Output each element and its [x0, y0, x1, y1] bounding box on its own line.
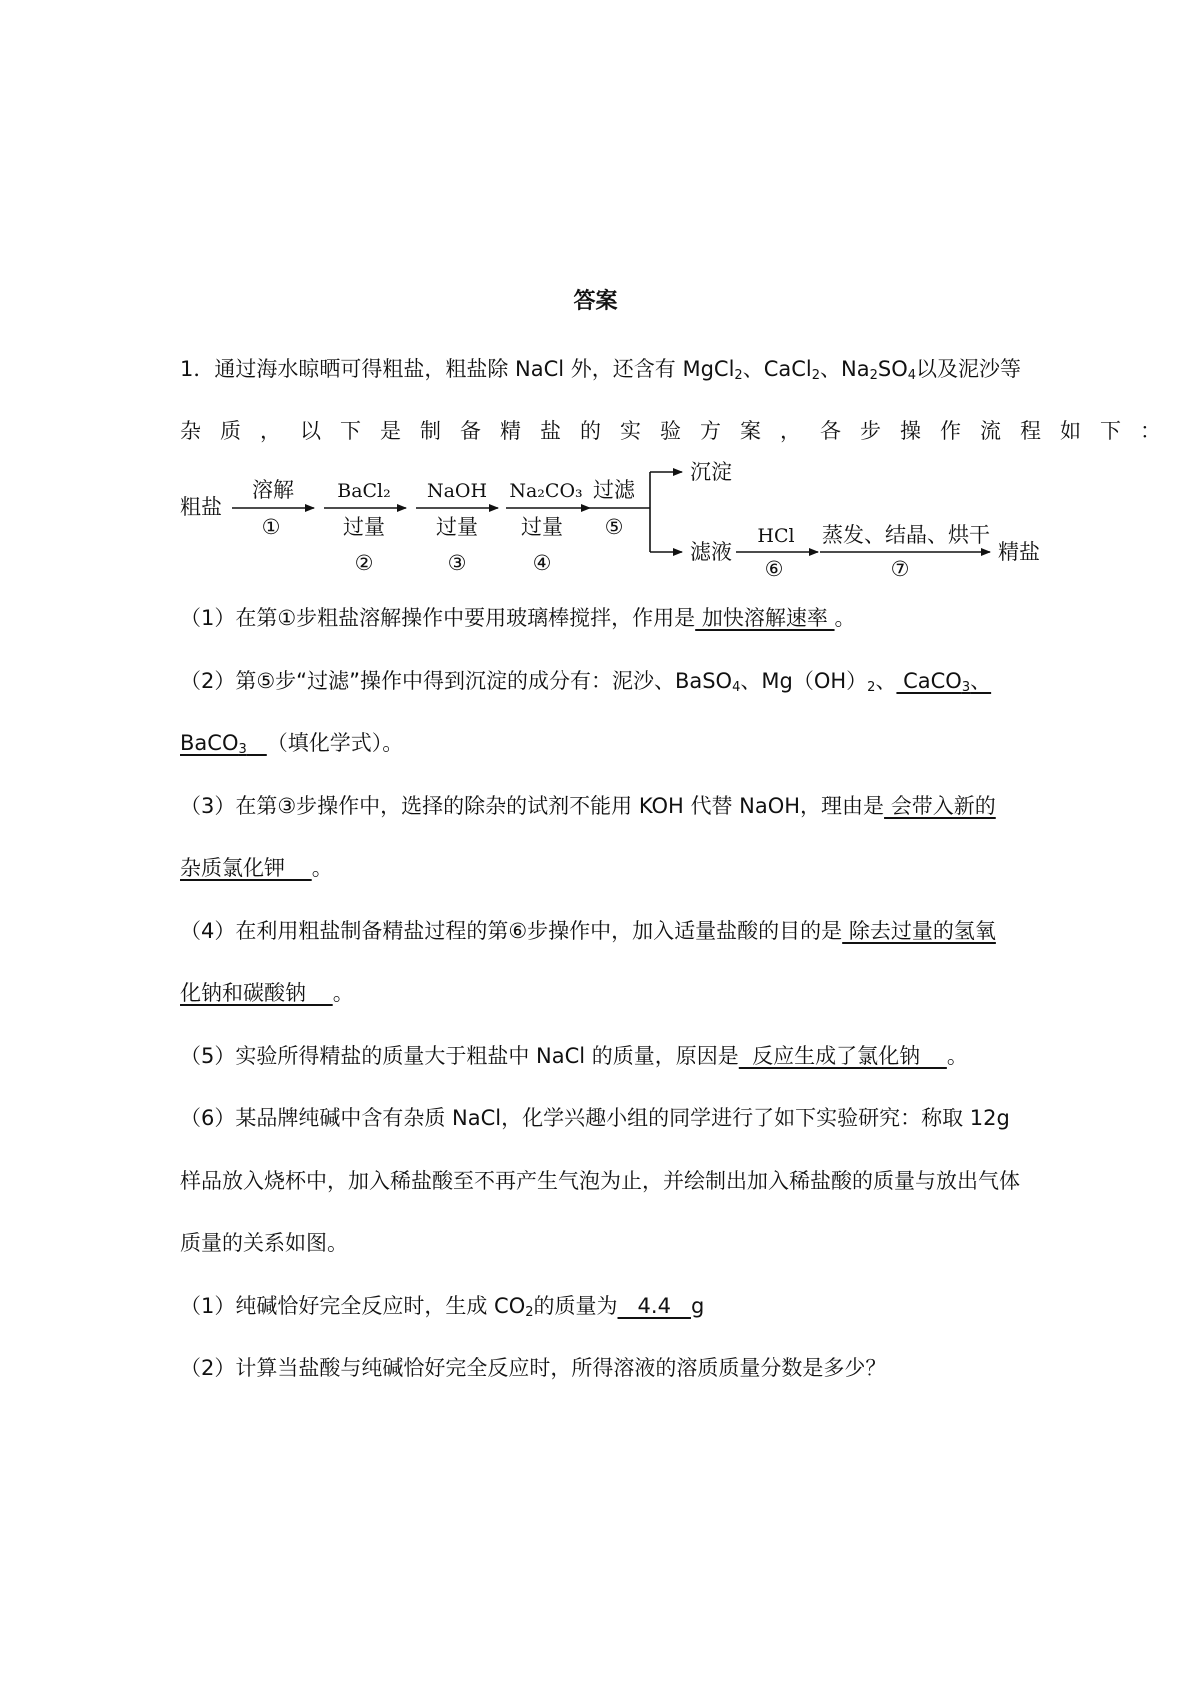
question-text: （1）在第①步粗盐溶解操作中要用玻璃棒搅拌，作用是: [180, 606, 696, 630]
question-text: 。: [834, 606, 856, 630]
sub-sub-question-2: （2）计算当盐酸与纯碱恰好完全反应时，所得溶液的溶质质量分数是多少？: [180, 1356, 887, 1380]
answer-text: [180, 731, 267, 755]
question-intro-line-1: [180, 353, 1021, 383]
step3-number: ③: [447, 551, 467, 575]
subscript: 3: [961, 680, 971, 695]
intro-text: 、CaCl: [742, 357, 812, 381]
sub-question-5: [180, 1040, 968, 1070]
answer-text: 4.4: [617, 1294, 691, 1318]
question-text: g: [690, 1294, 705, 1318]
flow-end-label: 精盐: [998, 540, 1040, 564]
question-text: 的质量为: [533, 1294, 618, 1318]
filtrate-label: 滤液: [690, 540, 732, 564]
step6-reagent: HCl: [757, 525, 795, 547]
step5-label: 过滤: [593, 478, 635, 502]
answer-part: 、: [970, 669, 992, 693]
sub-question-4-line-1: [180, 915, 996, 945]
question-text: 。: [332, 981, 354, 1005]
step2-number: ②: [354, 551, 374, 575]
answer-text: 杂质氯化钾: [180, 856, 312, 880]
subscript: 2: [867, 680, 876, 695]
step6-number: ⑥: [764, 557, 784, 581]
step2-amount: 过量: [343, 515, 385, 539]
answer-text: [896, 669, 991, 693]
subscript: 3: [238, 742, 247, 757]
sub-question-3-line-2: [180, 852, 333, 882]
sub-question-3-line-1: [180, 790, 996, 820]
subscript: 2: [734, 368, 743, 383]
intro-text: 、Na: [820, 357, 870, 381]
answer-text: 化钠和碳酸钠: [180, 981, 333, 1005]
question-text: （5）实验所得精盐的质量大于粗盐中 NaCl 的质量，原因是: [180, 1044, 739, 1068]
question-text: （1）纯碱恰好完全反应时，生成 CO: [180, 1294, 526, 1318]
question-text: （4）在利用粗盐制备精盐过程的第⑥步操作中，加入适量盐酸的目的是: [180, 919, 843, 943]
answer-text: 加快溶解速率: [695, 606, 835, 630]
question-text: 。: [311, 856, 333, 880]
step2-reagent: BaCl₂: [337, 480, 391, 502]
step5-number: ⑤: [604, 515, 624, 539]
sub-question-6-line-3: 质量的关系如图。: [180, 1231, 348, 1255]
subscript: 2: [869, 368, 878, 383]
sub-question-6-line-2: 样品放入烧杯中，加入稀盐酸至不再产生气泡为止，并绘制出加入稀盐酸的质量与放出气体: [180, 1169, 1020, 1193]
intro-text: 以及泥沙等: [916, 357, 1022, 381]
sub-question-2-line-2: [180, 727, 403, 757]
subscript: 2: [525, 1305, 534, 1320]
step4-reagent: Na₂CO₃: [509, 480, 583, 502]
sub-question-1: [180, 602, 856, 632]
subscript: 2: [811, 368, 821, 383]
step3-reagent: NaOH: [426, 480, 488, 502]
question-text: （填化学式）。: [266, 731, 404, 755]
question-text: 。: [946, 1044, 968, 1068]
answer-text: 除去过量的氢氧: [842, 919, 996, 943]
step4-amount: 过量: [521, 515, 563, 539]
sub-sub-question-1: [180, 1290, 704, 1320]
flow-diagram: [178, 452, 1083, 584]
answer-part: BaCO: [180, 731, 239, 755]
question-intro-line-2: 杂质，以下是制备精盐的实验方案，各步操作流程如下：: [180, 419, 1180, 443]
flow-start-label: 粗盐: [180, 495, 222, 519]
sub-question-2-line-1: [180, 665, 991, 695]
precipitate-label: 沉淀: [690, 460, 732, 484]
step1-number: ①: [261, 515, 281, 539]
answer-part: CaCO: [896, 669, 962, 693]
question-text: 、Mg（OH）: [740, 669, 868, 693]
step1-label: 溶解: [252, 478, 294, 502]
step7-number: ⑦: [890, 557, 910, 581]
answer-text: 反应生成了氯化钠: [738, 1044, 947, 1068]
question-text: 、: [875, 669, 897, 693]
subscript: 4: [907, 368, 917, 383]
answer-part: [247, 731, 267, 755]
question-text: （2）第⑤步“过滤”操作中得到沉淀的成分有：泥沙、BaSO: [180, 669, 733, 693]
answer-text: 会带入新的: [884, 794, 996, 818]
sub-question-6-line-1: （6）某品牌纯碱中含有杂质 NaCl，化学兴趣小组的同学进行了如下实验研究：称取 12g: [180, 1106, 1010, 1130]
page-title: 答案: [573, 289, 618, 314]
intro-text: SO: [877, 357, 908, 381]
question-text: （3）在第③步操作中，选择的除杂的试剂不能用 KOH 代替 NaOH，理由是: [180, 794, 885, 818]
step7-label: 蒸发、结晶、烘干: [822, 523, 990, 547]
step4-number: ④: [532, 551, 552, 575]
intro-text: 1．通过海水晾晒可得粗盐，粗盐除 NaCl 外，还含有 MgCl: [180, 357, 735, 381]
subscript: 4: [732, 680, 741, 695]
sub-question-4-line-2: [180, 977, 354, 1007]
step3-amount: 过量: [436, 515, 478, 539]
